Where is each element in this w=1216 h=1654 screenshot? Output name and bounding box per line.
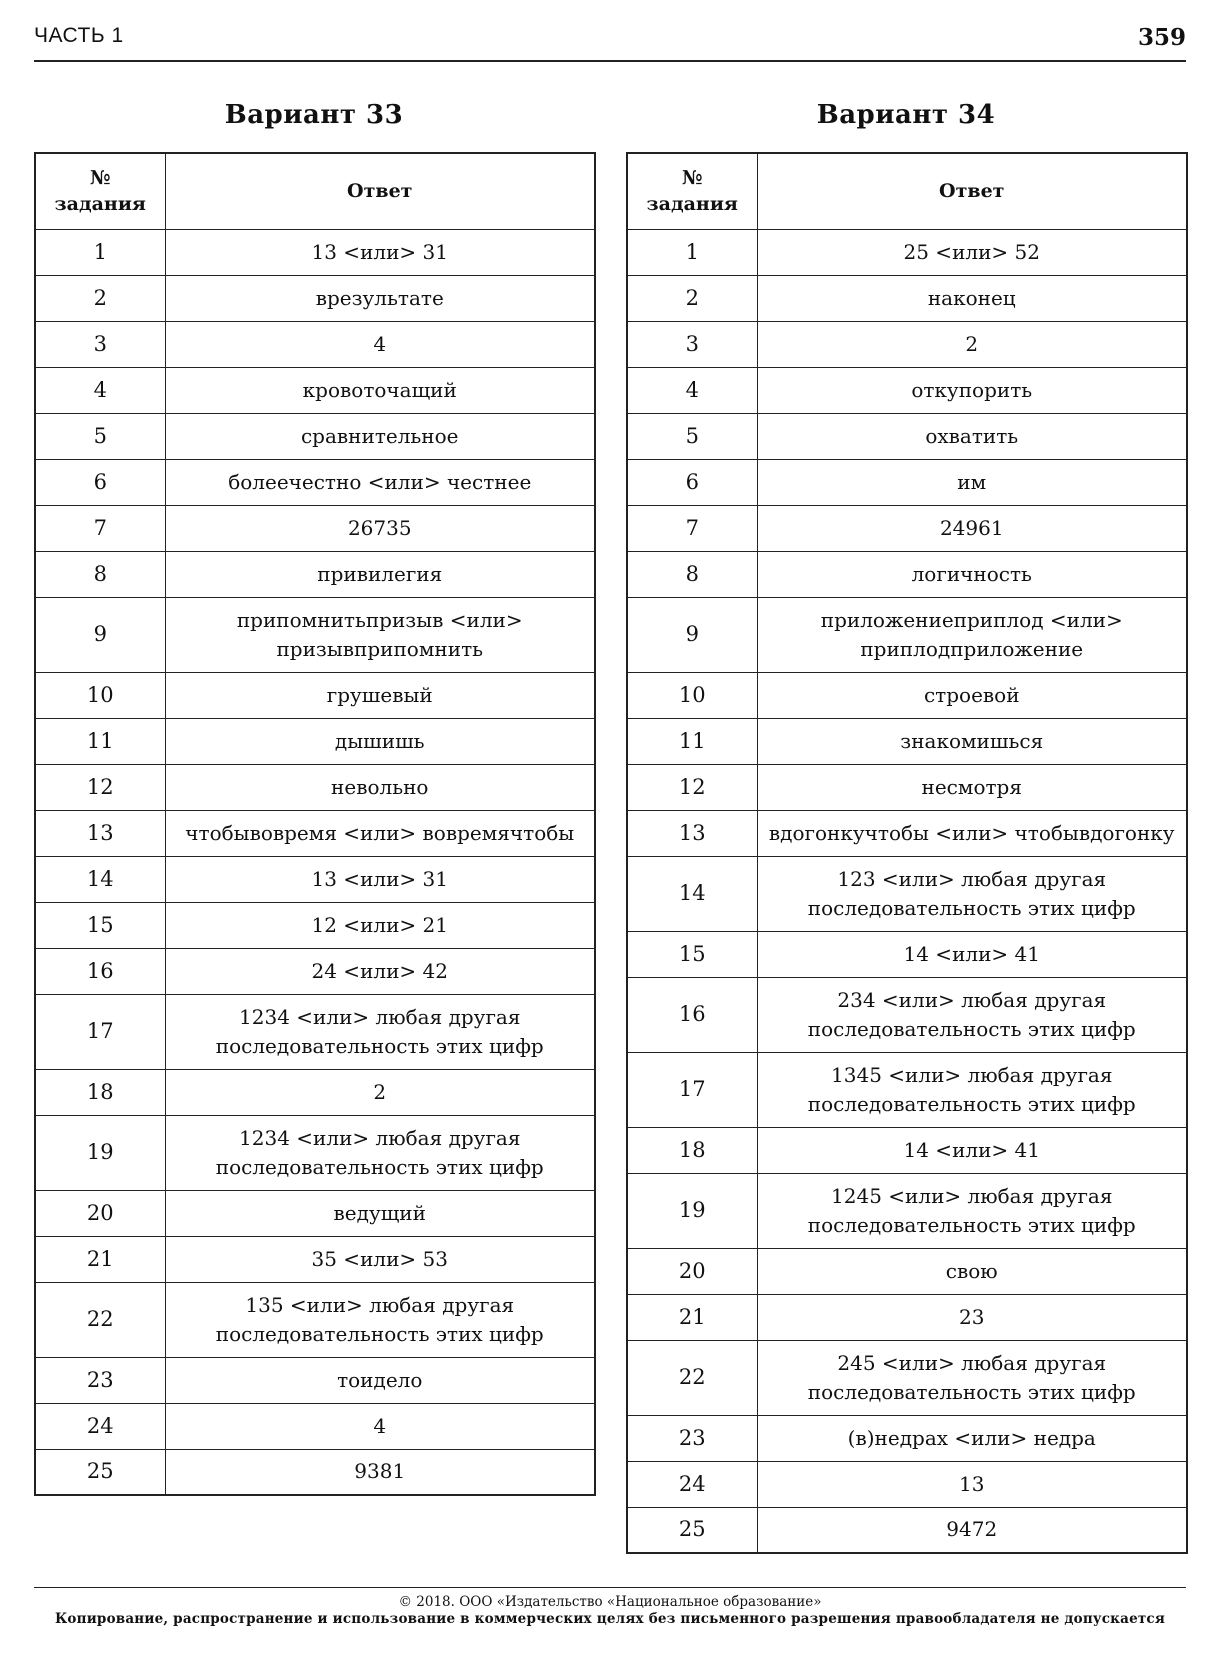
answer-cell: 24 <или> 42 xyxy=(165,948,595,994)
table-row xyxy=(627,1173,1187,1248)
answer-table-variant-34 xyxy=(626,152,1188,1554)
answer-cell: припомнитьпризыв <или> призывприпомнить xyxy=(165,597,595,672)
variant-33-title: Вариант 33 xyxy=(224,100,404,130)
answer-cell: 14 <или> 41 xyxy=(757,1127,1187,1173)
table-row xyxy=(627,1294,1187,1340)
answer-cell: 23 xyxy=(757,1294,1187,1340)
table-row xyxy=(35,1449,595,1495)
table-row xyxy=(627,505,1187,551)
table-row xyxy=(35,1236,595,1282)
task-number-column-header: № задания xyxy=(627,153,757,229)
task-number-cell: 16 xyxy=(35,948,165,994)
task-number-cell: 2 xyxy=(35,275,165,321)
answer-cell: 135 <или> любая другая последовательность этих цифр xyxy=(165,1282,595,1357)
task-number-cell: 22 xyxy=(35,1282,165,1357)
table-row xyxy=(35,505,595,551)
answer-cell: 234 <или> любая другая последовательность этих цифр xyxy=(757,977,1187,1052)
task-number-cell: 15 xyxy=(627,931,757,977)
task-number-column-header: № задания xyxy=(35,153,165,229)
answer-cell: (в)недрах <или> недра xyxy=(757,1415,1187,1461)
answer-cell: строевой xyxy=(757,672,1187,718)
table-row xyxy=(627,321,1187,367)
table-row xyxy=(627,275,1187,321)
task-number-cell: 18 xyxy=(35,1069,165,1115)
answer-cell: 2 xyxy=(757,321,1187,367)
task-number-cell: 22 xyxy=(627,1340,757,1415)
task-number-cell: 6 xyxy=(627,459,757,505)
answer-cell: откупорить xyxy=(757,367,1187,413)
answer-cell: 123 <или> любая другая последовательность этих цифр xyxy=(757,856,1187,931)
table-header-row xyxy=(627,153,1187,229)
table-row xyxy=(35,1282,595,1357)
table-row xyxy=(35,1190,595,1236)
task-number-cell: 14 xyxy=(35,856,165,902)
answer-cell: 13 <или> 31 xyxy=(165,229,595,275)
table-row xyxy=(35,948,595,994)
table-row xyxy=(35,810,595,856)
table-row xyxy=(35,672,595,718)
answer-cell: 2 xyxy=(165,1069,595,1115)
answer-cell: болеечестно <или> честнее xyxy=(165,459,595,505)
task-number-cell: 4 xyxy=(627,367,757,413)
answer-cell: чтобывовремя <или> вовремячтобы xyxy=(165,810,595,856)
task-number-cell: 21 xyxy=(35,1236,165,1282)
page-number: 359 xyxy=(1137,24,1186,51)
answer-cell: 26735 xyxy=(165,505,595,551)
table-row xyxy=(627,1248,1187,1294)
task-number-cell: 23 xyxy=(627,1415,757,1461)
table-row xyxy=(627,1127,1187,1173)
answer-cell: приложениеприплод <или> приплодприложение xyxy=(757,597,1187,672)
task-number-cell: 20 xyxy=(35,1190,165,1236)
table-row xyxy=(627,856,1187,931)
answer-cell: 9472 xyxy=(757,1507,1187,1553)
answer-cell: логичность xyxy=(757,551,1187,597)
table-row xyxy=(627,1415,1187,1461)
table-row xyxy=(627,551,1187,597)
table-row xyxy=(627,764,1187,810)
task-number-cell: 7 xyxy=(627,505,757,551)
task-number-cell: 17 xyxy=(35,994,165,1069)
answer-cell: 1234 <или> любая другая последовательность этих цифр xyxy=(165,1115,595,1190)
table-row xyxy=(627,1052,1187,1127)
copyright-notice: Копирование, распространение и использование в коммерческих целях без письменного разрешения правообладателя не допускается xyxy=(54,1611,1166,1627)
table-row xyxy=(35,856,595,902)
table-row xyxy=(627,718,1187,764)
answer-cell: 9381 xyxy=(165,1449,595,1495)
table-row xyxy=(627,367,1187,413)
task-number-cell: 3 xyxy=(627,321,757,367)
table-row xyxy=(627,977,1187,1052)
table-row xyxy=(35,321,595,367)
task-number-cell: 15 xyxy=(35,902,165,948)
variant-34-title: Вариант 34 xyxy=(816,100,996,130)
table-row xyxy=(627,597,1187,672)
answer-cell: 25 <или> 52 xyxy=(757,229,1187,275)
table-row xyxy=(35,718,595,764)
task-number-cell: 5 xyxy=(35,413,165,459)
task-number-cell: 12 xyxy=(35,764,165,810)
answer-cell: привилегия xyxy=(165,551,595,597)
answer-cell: 24961 xyxy=(757,505,1187,551)
table-row xyxy=(35,413,595,459)
answer-cell: 13 xyxy=(757,1461,1187,1507)
table-row xyxy=(627,1507,1187,1553)
answer-cell: наконец xyxy=(757,275,1187,321)
answer-cell: им xyxy=(757,459,1187,505)
answer-cell: 14 <или> 41 xyxy=(757,931,1187,977)
table-row xyxy=(35,275,595,321)
task-number-cell: 13 xyxy=(35,810,165,856)
table-row xyxy=(35,764,595,810)
task-number-cell: 16 xyxy=(627,977,757,1052)
task-number-cell: 4 xyxy=(35,367,165,413)
task-number-cell: 19 xyxy=(627,1173,757,1248)
table-row xyxy=(35,1403,595,1449)
task-number-cell: 24 xyxy=(35,1403,165,1449)
table-row xyxy=(627,1340,1187,1415)
table-row xyxy=(627,672,1187,718)
answer-cell: кровоточащий xyxy=(165,367,595,413)
task-number-cell: 2 xyxy=(627,275,757,321)
task-number-cell: 9 xyxy=(35,597,165,672)
task-number-cell: 25 xyxy=(35,1449,165,1495)
answer-cell: дышишь xyxy=(165,718,595,764)
task-number-cell: 6 xyxy=(35,459,165,505)
task-number-cell: 24 xyxy=(627,1461,757,1507)
task-number-cell: 5 xyxy=(627,413,757,459)
task-number-cell: 25 xyxy=(627,1507,757,1553)
answer-cell: 13 <или> 31 xyxy=(165,856,595,902)
page-footer xyxy=(34,1587,1186,1628)
answer-cell: 1345 <или> любая другая последовательность этих цифр xyxy=(757,1052,1187,1127)
task-number-cell: 8 xyxy=(627,551,757,597)
task-number-cell: 10 xyxy=(627,672,757,718)
table-row xyxy=(35,1069,595,1115)
task-number-cell: 8 xyxy=(35,551,165,597)
part-label: ЧАСТЬ 1 xyxy=(34,24,124,47)
task-number-cell: 20 xyxy=(627,1248,757,1294)
copyright-line: © 2018. ООО «Издательство «Национальное образование» xyxy=(398,1594,822,1610)
task-number-cell: 9 xyxy=(627,597,757,672)
task-number-cell: 21 xyxy=(627,1294,757,1340)
answer-cell: 35 <или> 53 xyxy=(165,1236,595,1282)
answer-cell: тоидело xyxy=(165,1357,595,1403)
answer-cell: знакомишься xyxy=(757,718,1187,764)
answer-cell: грушевый xyxy=(165,672,595,718)
table-row xyxy=(627,1461,1187,1507)
table-row xyxy=(35,367,595,413)
task-number-cell: 12 xyxy=(627,764,757,810)
table-row xyxy=(35,597,595,672)
answer-column-header: Ответ xyxy=(757,153,1187,229)
answer-cell: свою xyxy=(757,1248,1187,1294)
task-number-cell: 7 xyxy=(35,505,165,551)
answer-cell: 12 <или> 21 xyxy=(165,902,595,948)
answer-cell: 1234 <или> любая другая последовательность этих цифр xyxy=(165,994,595,1069)
task-number-cell: 10 xyxy=(35,672,165,718)
task-number-cell: 11 xyxy=(627,718,757,764)
task-number-cell: 3 xyxy=(35,321,165,367)
answer-cell: вдогонкучтобы <или> чтобывдогонку xyxy=(757,810,1187,856)
answer-table-variant-33 xyxy=(34,152,596,1496)
table-row xyxy=(627,229,1187,275)
table-header-row xyxy=(35,153,595,229)
table-row xyxy=(35,229,595,275)
table-row xyxy=(35,551,595,597)
table-row xyxy=(627,459,1187,505)
table-row xyxy=(35,459,595,505)
task-number-cell: 13 xyxy=(627,810,757,856)
answer-cell: 245 <или> любая другая последовательность этих цифр xyxy=(757,1340,1187,1415)
answer-column-header: Ответ xyxy=(165,153,595,229)
answer-cell: врезультате xyxy=(165,275,595,321)
task-number-cell: 1 xyxy=(627,229,757,275)
task-number-cell: 23 xyxy=(35,1357,165,1403)
answer-cell: 1245 <или> любая другая последовательность этих цифр xyxy=(757,1173,1187,1248)
task-number-cell: 19 xyxy=(35,1115,165,1190)
answer-cell: 4 xyxy=(165,1403,595,1449)
table-row xyxy=(35,902,595,948)
answer-cell: несмотря xyxy=(757,764,1187,810)
table-row xyxy=(627,810,1187,856)
table-row xyxy=(627,413,1187,459)
answer-cell: 4 xyxy=(165,321,595,367)
table-row xyxy=(627,931,1187,977)
answer-cell: охватить xyxy=(757,413,1187,459)
page-header xyxy=(34,20,1186,62)
answer-cell: ведущий xyxy=(165,1190,595,1236)
task-number-cell: 11 xyxy=(35,718,165,764)
task-number-cell: 18 xyxy=(627,1127,757,1173)
task-number-cell: 1 xyxy=(35,229,165,275)
task-number-cell: 14 xyxy=(627,856,757,931)
answer-cell: сравнительное xyxy=(165,413,595,459)
table-row xyxy=(35,1357,595,1403)
task-number-cell: 17 xyxy=(627,1052,757,1127)
table-row xyxy=(35,1115,595,1190)
table-row xyxy=(35,994,595,1069)
answer-cell: невольно xyxy=(165,764,595,810)
